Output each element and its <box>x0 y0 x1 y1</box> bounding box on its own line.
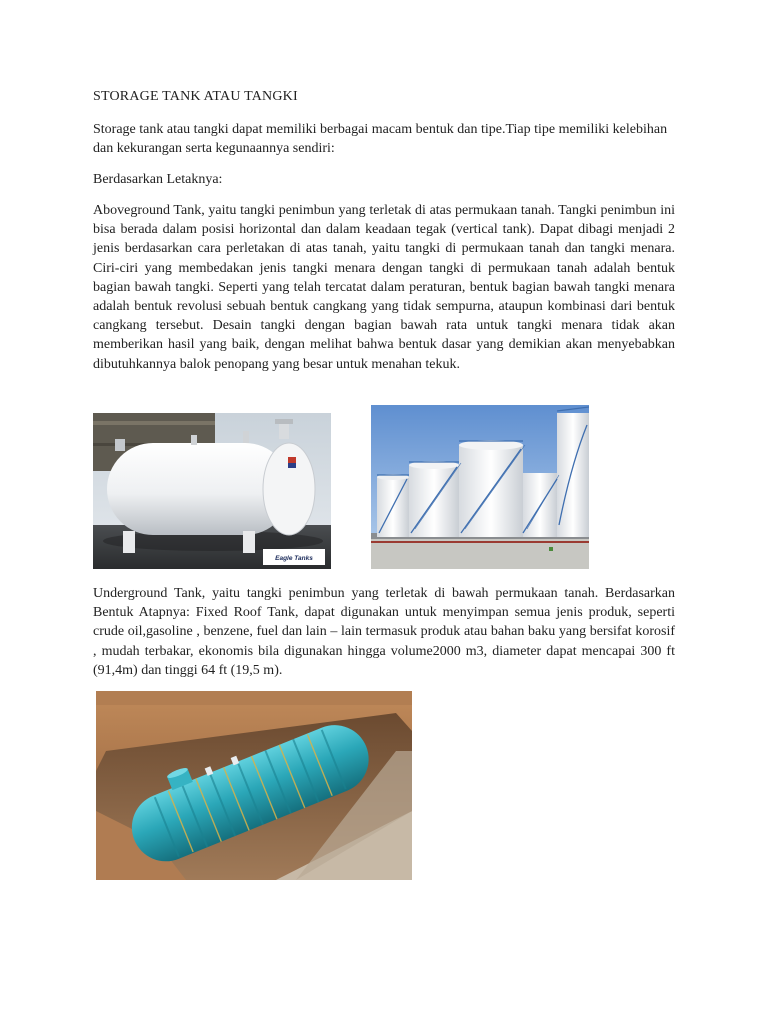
section-heading-letak: Berdasarkan Letaknya: <box>93 172 223 187</box>
document-title: STORAGE TANK ATAU TANGKI <box>93 89 298 104</box>
underground-tank-photo <box>96 691 412 880</box>
aboveground-paragraph: Aboveground Tank, yaitu tangki penimbun yang terletak di atas permukaan tanah. Tangki penimbun ini bisa berada dalam posisi horizontal dan dalam keadaan tegak (vertical tank). Dapat dibagi menjadi 2 jenis berdasarkan cara perletakan di atas tanah, yaitu tangki di permukaan tanah dan tangki menara. Ciri-ciri yang membedakan jenis tangki menara dengan tangki di permukaan tanah adalah bentuk bagian bawah tangki. Seperti yang telah tercatat dalam peraturan, bentuk bagian bawah tangki menara adalah bentuk revolusi sebuah bentuk cangkang yang tidak sempurna, ataupun kombinasi dari bentuk cangkang tersebut. Desain tangki dengan bagian bawah rata untuk tangki menara tidak akan memberikan hasil yang baik, dengan melihat bahwa bentuk dasar yang demikian akan menyebabkan dibutuhkannya balok penopang yang besar untuk menahan tekuk. <box>93 203 675 372</box>
eagle-tanks-logo: Eagle Tanks <box>275 555 313 562</box>
horizontal-tank-photo <box>93 413 331 569</box>
underground-paragraph: Underground Tank, yaitu tangki penimbun yang terletak di bawah permukaan tanah. Berdasarkan Bentuk Atapnya: Fixed Roof Tank, dapat digunakan untuk menyimpan semua jenis produk, seperti crude oil,gasoline , benzene, fuel dan lain – lain termasuk produk atau bahan baku yang bersifat korosif , mudah terbakar, ekonomis bila digunakan hingga volume2000 m3, diameter dapat mencapai 300 ft (91,4m) dan tinggi 64 ft (19,5 m). <box>93 586 675 678</box>
intro-paragraph: Storage tank atau tangki dapat memiliki berbagai macam bentuk dan tipe.Tiap tipe memiliki kelebihan dan kekurangan serta kegunaannya sendiri: <box>93 122 668 157</box>
vertical-tanks-photo <box>371 405 589 569</box>
